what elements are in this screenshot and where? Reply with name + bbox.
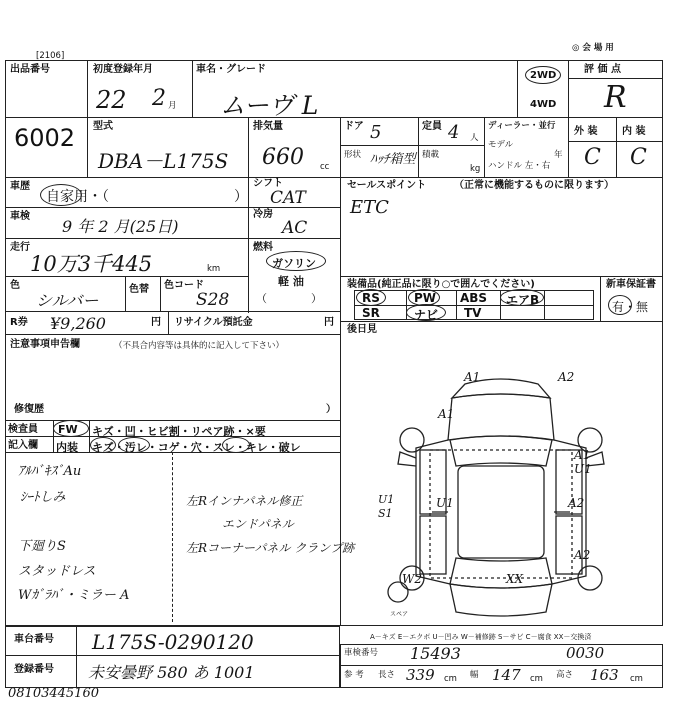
interior-label: 内 装	[622, 126, 646, 137]
load-label: 積載	[422, 150, 440, 160]
mark-s1-left: S1	[378, 507, 393, 520]
dims-code2-value: 0030	[566, 644, 605, 662]
inspection-value: 9 年 2 月(25日)	[62, 217, 179, 236]
notice-note: （不具合内容等は具体的に記入して下さい）	[114, 341, 285, 351]
dealer-label: ディーラー・並行	[488, 121, 556, 131]
year-unit: 年	[554, 150, 563, 160]
mark-u1-left-inner: U1	[436, 496, 454, 510]
model-code-value: DBA－L175S	[98, 149, 229, 173]
inspection-label: 車検	[10, 211, 30, 222]
equipment-rs: RS	[362, 291, 380, 305]
drive-2wd: 2WD	[530, 70, 557, 81]
fuel-gasoline: ガソリン	[272, 257, 316, 270]
mark-u1-right: U1	[574, 462, 592, 476]
capacity-label: 定員	[422, 121, 442, 132]
dims-height-label: 高さ	[556, 670, 574, 680]
mark-a1-top: A1	[464, 370, 481, 384]
note-right-3: 左Rコーナーパネル クランプ跡	[186, 541, 355, 555]
repair-history-close: ）	[326, 404, 336, 415]
check-fw-label: FW	[58, 423, 78, 436]
notice-label: 注意事項申告欄	[10, 339, 80, 350]
exterior-label: 外 装	[574, 126, 598, 137]
mileage-value: 10万3千445	[30, 252, 153, 276]
drive-selected-circle	[525, 66, 561, 84]
model-grade-label: 車名・グレード	[196, 64, 266, 75]
note-left-4: スタッドレス	[18, 564, 96, 579]
new-warranty-label: 新車保証書	[606, 279, 656, 290]
lot-number-value: 6002	[14, 124, 76, 152]
mark-a2-right: A2	[568, 496, 585, 510]
mark-w2: W2	[402, 572, 422, 586]
color-code-label: 色コード	[164, 280, 204, 291]
equipment-navi: ナビ	[414, 308, 439, 322]
history-label: 車歴	[10, 181, 30, 192]
kg-unit: kg	[470, 164, 481, 174]
doors-value: 5	[370, 122, 382, 143]
drive-4wd: 4WD	[530, 99, 557, 110]
mileage-label: 走行	[10, 242, 30, 253]
spare-label: スペア	[390, 611, 409, 618]
exterior-grade: C	[584, 145, 601, 170]
dims-code-label: 車検番号	[344, 648, 379, 658]
capacity-value: 4	[448, 122, 460, 143]
shift-value: CAT	[270, 188, 306, 208]
yen-unit: 円	[151, 317, 161, 328]
km-unit: km	[207, 264, 221, 274]
equipment-tv: TV	[464, 306, 482, 320]
chassis-number-label: 車台番号	[14, 634, 54, 645]
damage-legend: A－キズ E－エクボ U－凹み W－補修跡 S－サビ C－腐食 XX－交換済	[370, 633, 592, 641]
dims-width-unit: cm	[530, 674, 543, 684]
chassis-number-value: L175S-0290120	[92, 630, 254, 654]
rating-label: 評 価 点	[584, 64, 621, 75]
note-left-1: ｱﾙﾊﾞｷｽﾞAu	[18, 464, 82, 479]
check-inside-scratch-circle	[90, 437, 116, 453]
equipment-navi-circle	[406, 304, 446, 321]
cc-unit: cc	[320, 162, 330, 172]
sales-point-label: セールスポイント	[347, 180, 427, 191]
registration-number-label: 登録番号	[14, 664, 54, 675]
month-unit: 月	[168, 101, 177, 111]
first-registration-month: 2	[152, 86, 166, 111]
mark-a2-lower: A2	[574, 548, 591, 562]
equipment-rs-circle	[356, 289, 386, 306]
equipment-sr: SR	[362, 306, 380, 320]
dims-length-label: 長さ	[378, 670, 396, 680]
equipment-abs: ABS	[460, 291, 488, 305]
fuel-other: （ ）	[256, 292, 322, 305]
check-fw-circle	[53, 420, 89, 437]
mark-a2-top: A2	[558, 370, 575, 384]
registration-number-value: 未安曇野 580 あ 1001	[88, 663, 255, 682]
recycle-amount: ¥9,260	[50, 314, 106, 333]
dims-code-value: 15493	[410, 644, 461, 663]
check-fw-items: キズ・凹・ヒビ割・リペア跡・×要	[92, 425, 266, 438]
rear-seat-label: 後日見	[347, 324, 377, 335]
aircon-value: AC	[282, 218, 308, 238]
inspector-label: 検査員	[8, 424, 38, 435]
warranty-selected-circle	[608, 295, 632, 315]
rating-value: R	[604, 80, 627, 115]
car-damage-diagram	[340, 330, 662, 626]
doors-label: ドア	[344, 121, 364, 132]
sales-point-value: ETC	[350, 197, 389, 218]
note-right-2: エンドパネル	[222, 517, 294, 531]
check-inside-rub-circle	[222, 437, 250, 453]
footer-number: 08103445160	[8, 686, 99, 701]
note-right-1: 左Rインナパネル修正	[186, 494, 303, 508]
displacement-label: 排気量	[253, 121, 283, 132]
note-left-2: ｼｰﾄしみ	[20, 490, 66, 505]
fuel-diesel: 軽 油	[278, 275, 304, 288]
sheet-code: [2106]	[36, 51, 65, 61]
history-selected-circle	[40, 184, 82, 206]
venue-use-label: ◎ 会 場 用	[572, 43, 614, 53]
check-inside-label: 内装	[56, 441, 78, 454]
equipment-airbag-circle	[500, 289, 544, 306]
dims-height-value: 163	[590, 666, 619, 684]
note-left-5: Wｶﾞﾗﾊﾞ・ミラー A	[18, 588, 130, 603]
displacement-value: 660	[262, 145, 304, 170]
mark-u1-left-outer: U1	[378, 493, 395, 506]
lot-number-label: 出品番号	[10, 64, 50, 75]
yen-unit-2: 円	[324, 317, 334, 328]
dims-length-value: 339	[406, 666, 435, 684]
fuel-selected-circle	[266, 251, 326, 271]
shift-label: シフト	[253, 178, 283, 189]
shape-value: ﾊｯﾁ箱型	[370, 152, 416, 167]
recycle-label: R券	[10, 317, 28, 328]
aircon-label: 冷房	[253, 209, 273, 220]
color-change-label: 色替	[129, 284, 149, 295]
dims-width-label: 幅	[470, 670, 479, 680]
history-value: 自家用・（	[46, 189, 109, 205]
dims-ref-label: 参 考	[344, 670, 364, 680]
handle-label: ハンドル 左・右	[488, 161, 551, 171]
note-left-3: 下廻りS	[18, 539, 66, 554]
shape-label: 形状	[344, 150, 362, 160]
person-unit: 人	[470, 133, 479, 143]
color-label: 色	[10, 280, 20, 291]
mark-a1-left: A1	[438, 407, 455, 421]
sales-point-note: （正常に機能するものに限ります）	[454, 180, 614, 191]
model-code-label: 型式	[93, 121, 113, 132]
first-registration-year: 22	[96, 86, 127, 114]
mark-a1-right: A1	[574, 448, 591, 462]
history-close: ）	[234, 189, 248, 205]
model-name-value: ムーヴ L	[220, 91, 319, 120]
recycle-fee-label: リサイクル預託金	[174, 317, 253, 328]
check-inside-dirt-circle	[118, 437, 150, 453]
dims-height-unit: cm	[630, 674, 643, 684]
equipment-label: 装備品(純正品に限り○で囲んでください)	[347, 279, 535, 290]
check-inside-items: キズ・汚レ・コゲ・穴・スレ・キレ・破レ	[92, 441, 301, 454]
mark-xx: XX	[506, 572, 524, 586]
fuel-label: 燃料	[253, 242, 273, 253]
interior-grade: C	[630, 145, 647, 170]
dims-width-value: 147	[492, 666, 521, 684]
warranty-value: 有・無	[612, 300, 649, 314]
repair-history-label: 修復歴	[14, 404, 44, 415]
color-code-value: S28	[196, 290, 230, 310]
dims-length-unit: cm	[444, 674, 457, 684]
equipment-pw: PW	[414, 291, 437, 305]
color-value: シルバー	[36, 291, 99, 310]
first-registration-label: 初度登録年月	[93, 64, 153, 75]
record-label: 記入欄	[8, 440, 38, 451]
equipment-airbag: エアB	[506, 293, 540, 307]
model-year-label: モデル	[488, 140, 514, 150]
